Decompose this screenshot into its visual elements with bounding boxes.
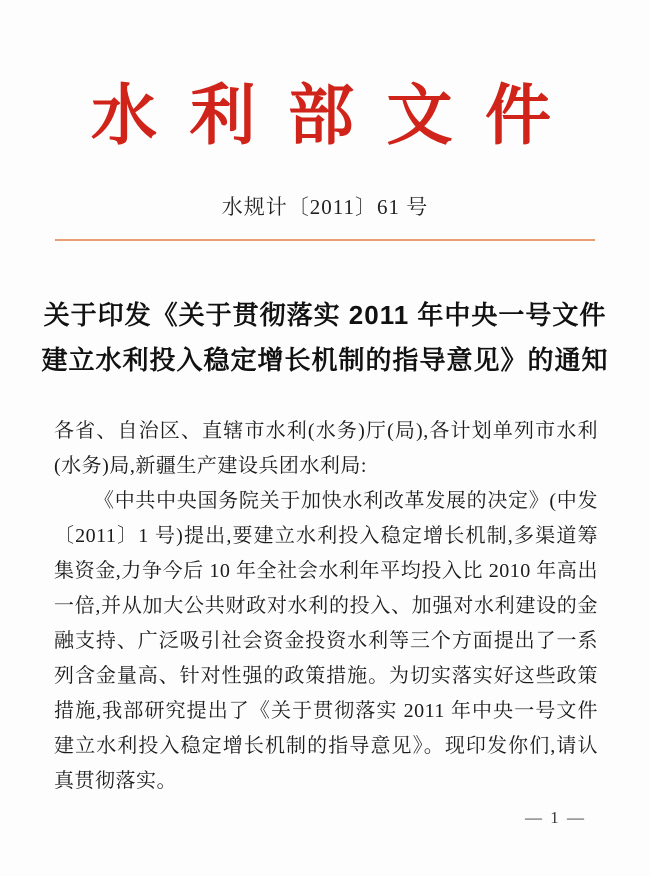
document-title-line1: 关于印发《关于贯彻落实 2011 年中央一号文件	[43, 300, 607, 330]
recipients-paragraph: 各省、自治区、直辖市水利(水务)厅(局),各计划单列市水利(水务)局,新疆生产建设兵团水利局:	[54, 420, 598, 477]
main-body-paragraph: 《中共中央国务院关于加快水利改革发展的决定》(中发〔2011〕1 号)提出,要建立水利投入稳定增长机制,多渠道筹集资金,力争今后 10 年全社会水利年平均投入比 2010 年高出一倍,并从加大公共财政对水利的投入、加强对水利建设的金融支持、广泛吸引社会资金投资水利等三个方面提出了一系列含金量高、针对性强的政策措施。为切实落实好这些政策措施,我部研究提出了《关于贯彻落实 2011 年中央一号文件建立水利投入稳定增长机制的指导意见》。现印发你们,请认真贯彻落实。	[54, 490, 598, 792]
document-body	[54, 414, 598, 799]
document-title-line2: 建立水利投入稳定增长机制的指导意见》的通知	[41, 345, 609, 375]
agency-header-title: 水 利 部 文 件	[91, 80, 559, 153]
document-title	[30, 293, 620, 383]
document-number: 水规计〔2011〕61 号	[221, 195, 429, 219]
red-divider-line	[55, 239, 595, 241]
page-number: — 1 —	[525, 808, 586, 827]
